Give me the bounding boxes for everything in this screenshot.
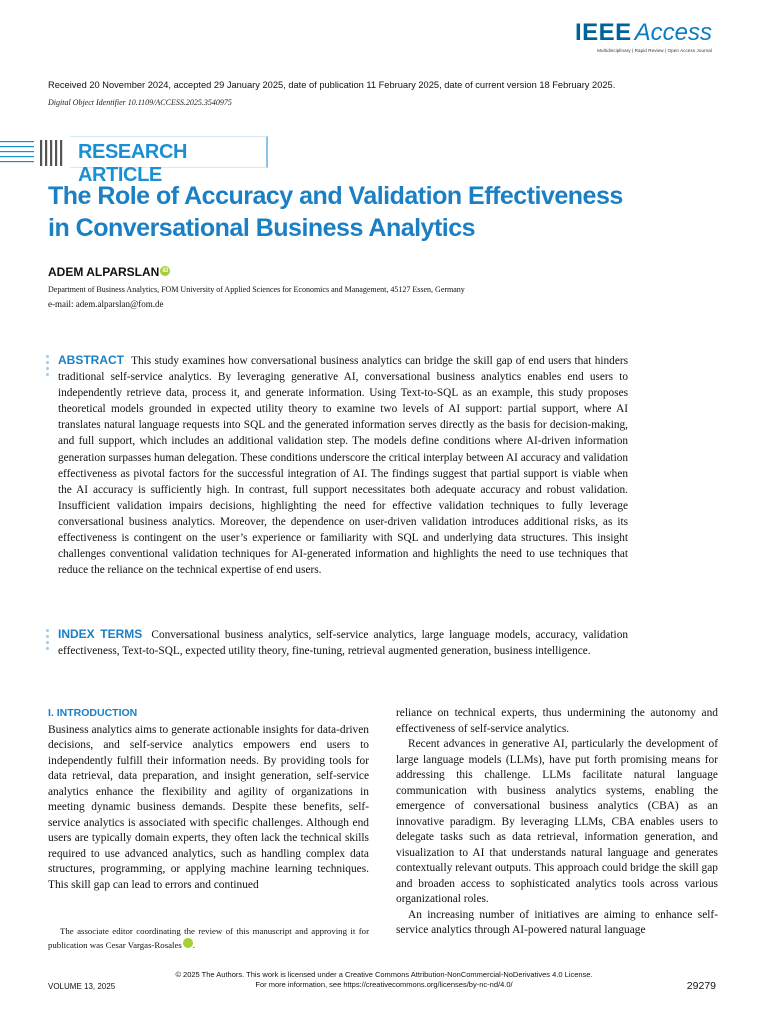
page-number: 29279: [686, 980, 716, 992]
right-paragraph-1: reliance on technical experts, thus undermining the autonomy and effectiveness of self-service analytics.: [396, 707, 718, 735]
title-line-2: in Conversational Business Analytics: [48, 214, 476, 242]
banner-label: RESEARCH ARTICLE: [78, 141, 188, 186]
author-email: e-mail: adem.alparslan@fom.de: [48, 299, 164, 309]
author-name: ADEM ALPARSLAN: [48, 265, 160, 279]
received-dates: Received 20 November 2024, accepted 29 January 2025, date of publication 11 February 2025, date of current version 18 February 2025.: [48, 80, 616, 90]
paper-title: [48, 180, 708, 244]
logo-ieee: IEEE: [574, 19, 632, 46]
index-terms-heading: INDEX TERMS: [58, 627, 143, 641]
research-article-banner: [0, 136, 300, 186]
abstract-heading: ABSTRACT: [58, 353, 124, 367]
abstract: [58, 352, 628, 578]
abstract-dots-icon: [46, 355, 50, 379]
editor-footnote: [48, 924, 369, 952]
author-line: [48, 265, 170, 279]
abstract-body: This study examines how conversational business analytics can bridge the skill gap of end users that hinders traditional self-service analytics. By leveraging generative AI, conversational business analytics enables end users to independently retrieve data, process it, and generate information. Using Text-to-SQL as an example, this study proposes theoretical models grounded in expected utility theory to examine two levels of AI support: partial support, where AI translates natural language requests into SQL and the generated information serves directly as the basis for decision-making, and full support, which includes an additional validation step. The models define conditions where AI-driven information generation surpasses human delegation. These conditions underscore the critical interplay between AI accuracy and validation effectiveness as pivotal factors for the successful integration of AI. The findings suggest that partial support is viable when the AI accuracy is sufficiently high. In contrast, full support necessitates both adequate accuracy and robust validation. Insufficient validation impairs decisions, highlighting the need for effective validation techniques to fully leverage conversational business analytics. Moreover, the dependence on user-driven validation introduces additional risks, as its effectiveness is contingent on the user’s experience or familiarity with SQL and underlying data structures. This insight challenges conventional validation techniques for AI-generated information and highlights the need to use techniques that reduce the reliance on the technical expertise of end users.: [58, 355, 628, 577]
orcid-icon[interactable]: iD: [162, 268, 169, 274]
banner-stripes-icon: [0, 138, 64, 168]
index-terms-body: Conversational business analytics, self-service analytics, large language models, accuracy, validation effectiveness, Text-to-SQL, expected utility theory, fine-tuning, retrieval augmented generation, business intelligence.: [58, 629, 628, 658]
license-link[interactable]: For more information, see https://creativecommons.org/licenses/by-nc-nd/4.0/: [255, 980, 513, 989]
author-affiliation: Department of Business Analytics, FOM University of Applied Sciences for Economics and Management, 45127 Essen, Germany: [48, 285, 465, 294]
intro-paragraph-1: Business analytics aims to generate actionable insights for data-driven decisions, and self-service analytics empowers end users to independently fulfill their information needs. By providing tools for data retrieval, data preparation, and insight generation, self-service analytics enhance the flexibility and agility of organizations in meeting dynamic business demands. Despite these benefits, self-service analytics is associated with specific challenges. Although end users are typically domain experts, they often lack the technical skills required to use advanced analytics, such as handling complex data structures, programming, or applying machine learning techniques. This skill gap can lead to errors and continued: [48, 723, 369, 891]
banner-box: [70, 136, 268, 186]
footnote-text: The associate editor coordinating the review of this manuscript and approving it for publication was Cesar Vargas-Rosales: [48, 926, 369, 950]
footnote-end: .: [192, 940, 196, 950]
left-column: [48, 706, 369, 893]
footnote-orcid-icon[interactable]: iD: [183, 938, 193, 948]
license-notice: [0, 970, 768, 990]
license-line-1: © 2025 The Authors. This work is licensed under a Creative Commons Attribution-NonCommercial-NoDerivatives 4.0 License.: [175, 970, 593, 979]
index-terms-dots-icon: [46, 629, 50, 653]
journal-logo: [512, 20, 712, 53]
volume-label: VOLUME 13, 2025: [48, 982, 116, 991]
right-paragraph-2: Recent advances in generative AI, particularly the development of large language models (LLMs), have put forth promising means for addressing this challenge. LLMs facilitate natural language communication with business analytics systems, enabling the emergence of conversational business analytics (CBA) as an innovative paradigm. By leveraging LLMs, CBA enables users to delegate tasks such as data retrieval, information generation, and visualization to AI that understands natural language and generates contextually relevant outputs. This approach could bridge the skill gap and broaden access to sophisticated analytics tools across various organizational roles.: [396, 738, 718, 905]
title-line-1: The Role of Accuracy and Validation Effectiveness: [48, 182, 623, 210]
doi-line: Digital Object Identifier 10.1109/ACCESS.2025.3540975: [48, 98, 232, 107]
section-heading-introduction: I. INTRODUCTION: [48, 707, 138, 719]
right-column: [396, 706, 718, 939]
logo-access: Access: [634, 19, 712, 46]
logo-tagline: Multidisciplinary | Rapid Review | Open Access Journal: [597, 48, 712, 53]
index-terms: [58, 626, 628, 659]
right-paragraph-3: An increasing number of initiatives are aiming to enhance self-service analytics through AI-powered natural language: [396, 908, 718, 936]
